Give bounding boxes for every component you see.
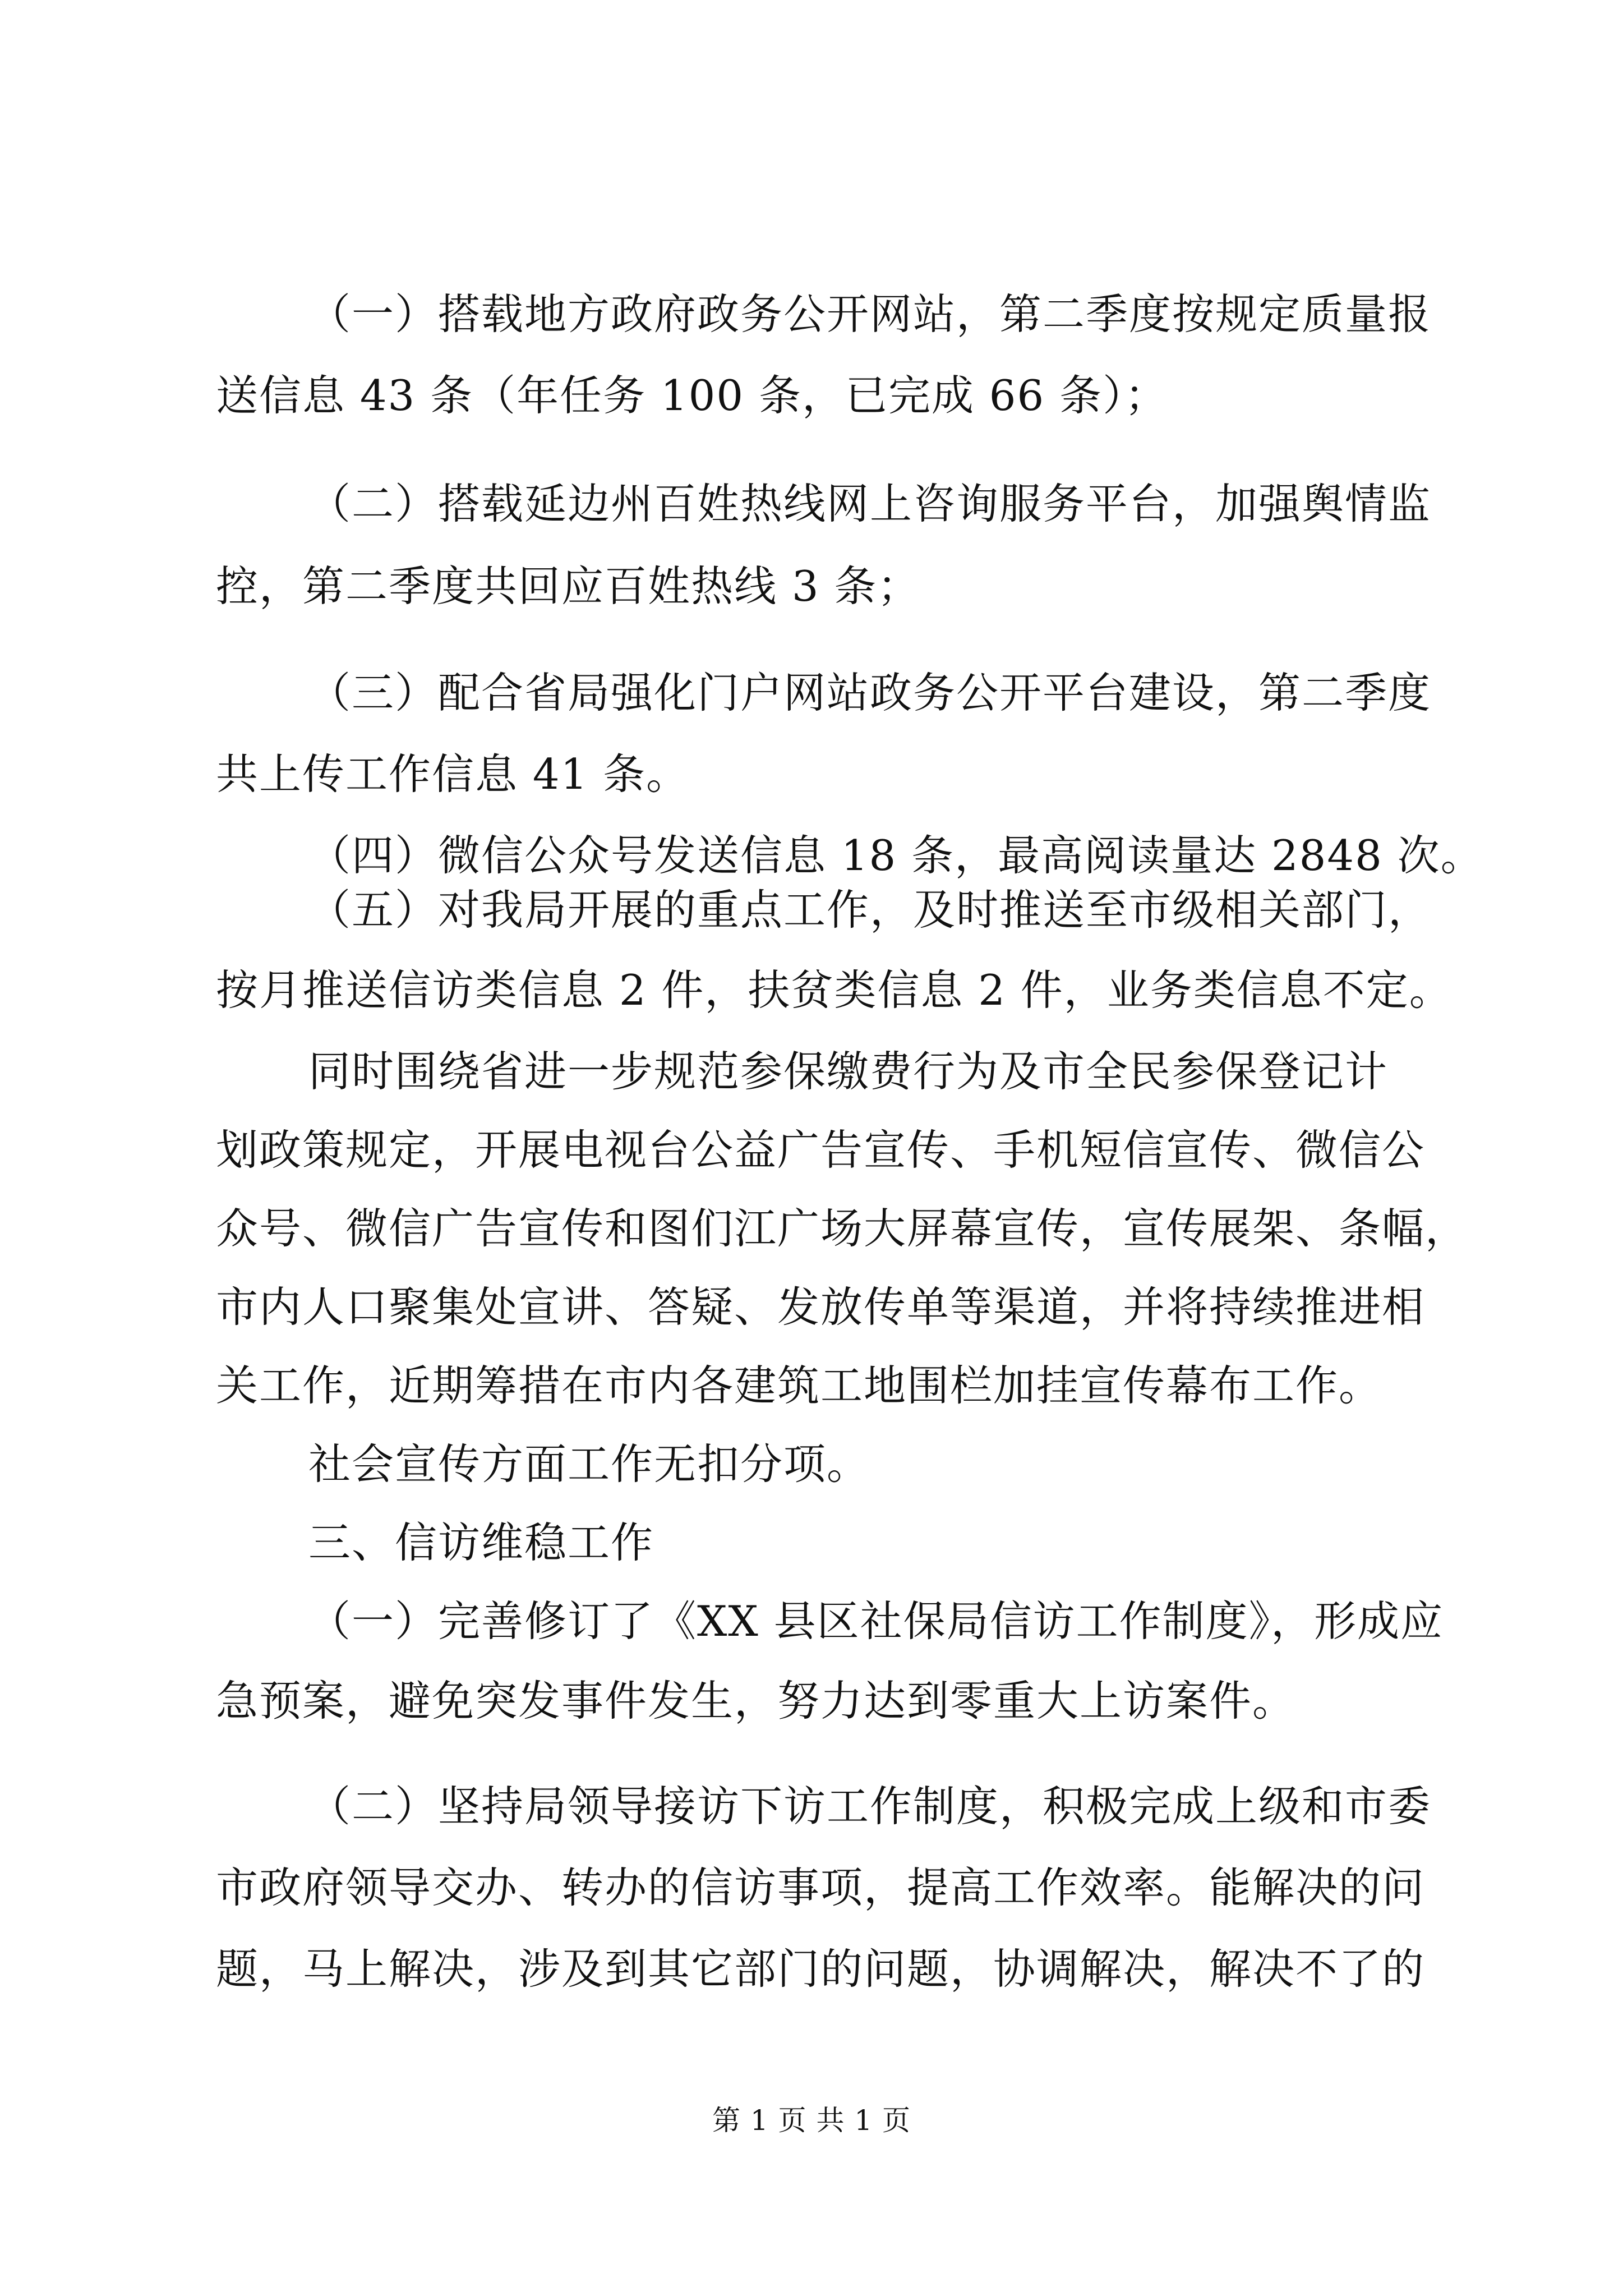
paragraph-line: （一）搭载地方政府政务公开网站，第二季度按规定质量报: [308, 289, 1432, 339]
paragraph-line: 划政策规定，开展电视台公益广告宣传、手机短信宣传、微信公: [216, 1125, 1426, 1175]
page-footer: 第 1 页 共 1 页: [712, 2104, 911, 2137]
paragraph-line: 控，第二季度共回应百姓热线 3 条；: [216, 562, 921, 611]
paragraph-line: 关工作，近期筹措在市内各建筑工地围栏加挂宣传幕布工作。: [216, 1361, 1382, 1410]
paragraph-line: 众号、微信广告宣传和图们江广场大屏幕宣传，宣传展架、条幅，: [216, 1204, 1469, 1253]
section-heading: 三、信访维稳工作: [308, 1518, 654, 1567]
paragraph-line: 按月推送信访类信息 2 件，扶贫类信息 2 件，业务类信息不定。: [216, 965, 1453, 1015]
paragraph-line: 送信息 43 条（年任务 100 条，已完成 66 条）；: [216, 371, 1168, 420]
paragraph-line: 社会宣传方面工作无扣分项。: [308, 1439, 870, 1489]
paragraph-line: 急预案，避免突发事件发生，努力达到零重大上访案件。: [216, 1676, 1296, 1726]
paragraph-line: （五）对我局开展的重点工作，及时推送至市级相关部门，: [308, 885, 1432, 935]
paragraph-line: 共上传工作信息 41 条。: [216, 749, 690, 799]
paragraph-line: （二）搭载延边州百姓热线网上咨询服务平台，加强舆情监: [308, 479, 1432, 528]
paragraph-line: 题，马上解决，涉及到其它部门的问题，协调解决，解决不了的: [216, 1944, 1426, 1994]
paragraph-line: （二）坚持局领导接访下访工作制度，积极完成上级和市委: [308, 1782, 1432, 1831]
paragraph-line: （三）配合省局强化门户网站政务公开平台建设，第二季度: [308, 668, 1432, 717]
paragraph-line: （一）完善修订了《XX 县区社保局信访工作制度》，形成应: [308, 1596, 1444, 1646]
paragraph-line: 市内人口聚集处宣讲、答疑、发放传单等渠道，并将持续推进相: [216, 1282, 1426, 1332]
paragraph-line: （四）微信公众号发送信息 18 条，最高阅读量达 2848 次。: [308, 831, 1484, 880]
paragraph-line: 市政府领导交办、转办的信访事项，提高工作效率。能解决的问: [216, 1863, 1426, 1912]
paragraph-line: 同时围绕省进一步规范参保缴费行为及市全民参保登记计: [308, 1047, 1389, 1096]
